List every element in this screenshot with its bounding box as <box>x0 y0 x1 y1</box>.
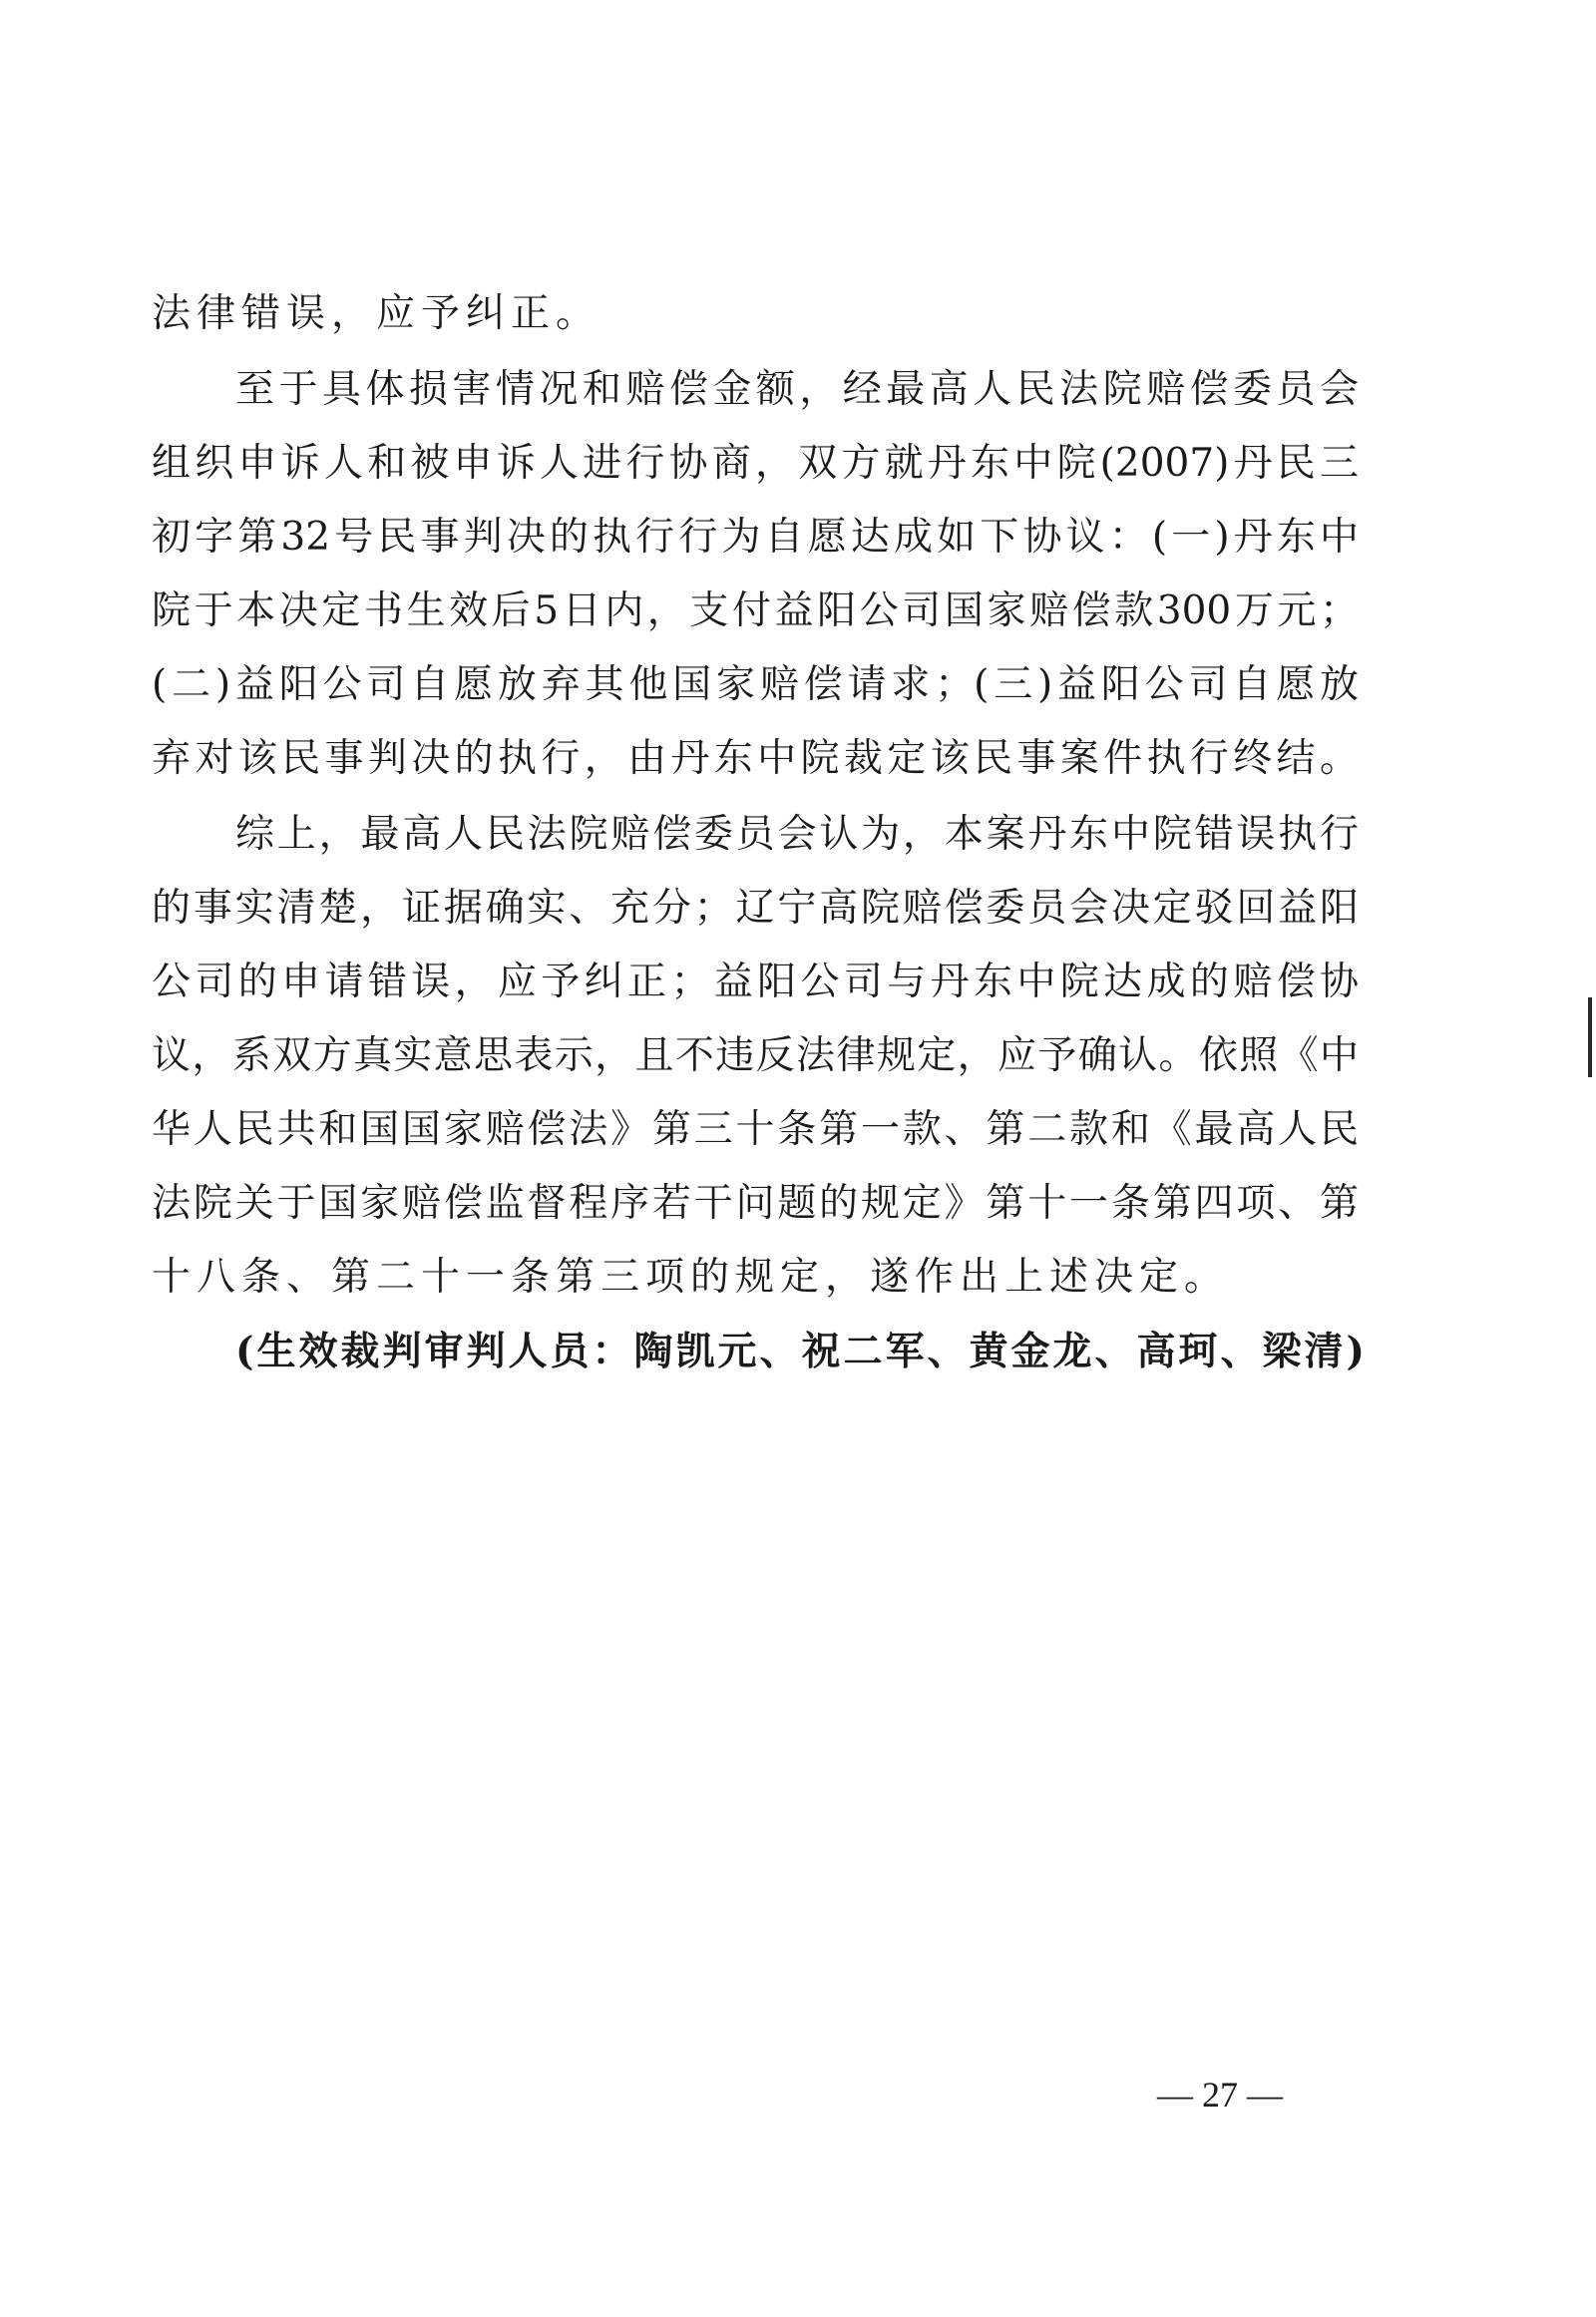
paragraph-line: 的事实清楚，证据确实、充分；辽宁高院赔偿委员会决定驳回益阳 <box>152 886 1359 931</box>
paragraph-line: 组织申诉人和被申诉人进行协商，双方就丹东中院(2007)丹民三 <box>152 441 1359 486</box>
paragraph-line: 十八条、第二十一条第三项的规定，遂作出上述决定。 <box>152 1255 1230 1300</box>
paragraph-line: (二)益阳公司自愿放弃其他国家赔偿请求；(三)益阳公司自愿放 <box>152 662 1359 707</box>
scan-edge-mark <box>1588 997 1592 1077</box>
paragraph-line: 院于本决定书生效后5日内，支付益阳公司国家赔偿款300万元； <box>152 588 1359 633</box>
judges-signoff: (生效裁判审判人员：陶凯元、祝二军、黄金龙、高珂、梁清) <box>235 1329 1368 1374</box>
paragraph-line: 至于具体损害情况和赔偿金额，经最高人民法院赔偿委员会 <box>235 367 1359 412</box>
paragraph-line: 公司的申请错误，应予纠正；益阳公司与丹东中院达成的赔偿协 <box>152 960 1359 1004</box>
paragraph-line: 华人民共和国国家赔偿法》第三十条第一款、第二款和《最高人民 <box>152 1107 1359 1152</box>
paragraph-line: 综上，最高人民法院赔偿委员会认为，本案丹东中院错误执行 <box>235 812 1359 857</box>
paragraph-line: 弃对该民事判决的执行，由丹东中院裁定该民事案件执行终结。 <box>152 736 1359 781</box>
paragraph-line: 初字第32号民事判决的执行行为自愿达成如下协议：(一)丹东中 <box>152 515 1359 560</box>
paragraph-line: 法律错误，应予纠正。 <box>152 291 601 336</box>
paragraph-line: 议，系双方真实意思表示，且不违反法律规定，应予确认。依照《中 <box>152 1033 1359 1078</box>
paragraph-line: 法院关于国家赔偿监督程序若干问题的规定》第十一条第四项、第 <box>152 1181 1359 1226</box>
page-number: — 27 — <box>1157 2075 1283 2115</box>
